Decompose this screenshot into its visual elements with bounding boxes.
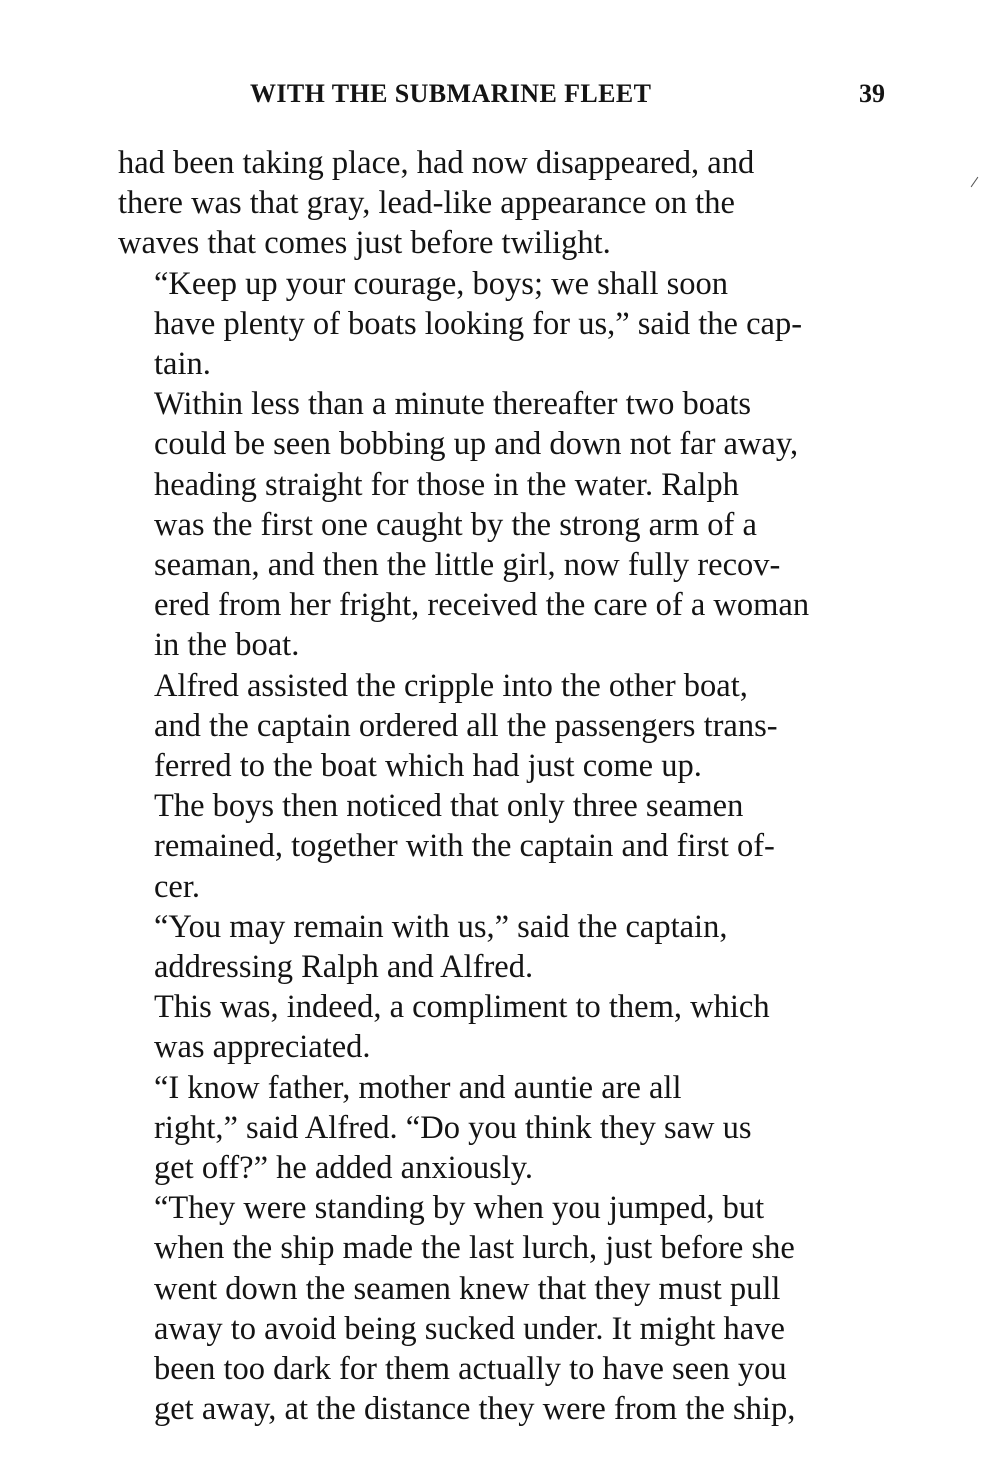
text-line: ferred to the boat which had just come up.	[154, 748, 702, 785]
text-line: “Keep up your courage, boys; we shall soon	[154, 265, 729, 302]
paragraph	[118, 264, 885, 385]
page-header	[118, 74, 885, 114]
text-line: heading straight for those in the water. Ralph	[154, 466, 739, 503]
stray-mark	[971, 177, 979, 187]
text-line: have plenty of boats looking for us,” said the cap-	[154, 305, 803, 342]
text-line: had been taking place, had now disappeared, and	[118, 145, 755, 181]
text-line: “They were standing by when you jumped, but	[154, 1190, 765, 1227]
text-line: “You may remain with us,” said the captain,	[154, 908, 728, 945]
paragraph	[118, 1188, 885, 1429]
text-line: Within less than a minute thereafter two boats	[154, 386, 752, 423]
text-line: Alfred assisted the cripple into the other boat,	[154, 667, 748, 704]
text-line: away to avoid being sucked under. It might have	[154, 1310, 785, 1347]
text-line: right,” said Alfred. “Do you think they saw us	[154, 1109, 752, 1146]
paragraph	[118, 987, 885, 1067]
text-line: ered from her fright, received the care of a woman	[154, 587, 810, 624]
body-text	[118, 143, 885, 1430]
paragraph	[118, 143, 885, 264]
paragraph	[118, 907, 885, 987]
text-line: get off?” he added anxiously.	[154, 1150, 534, 1187]
text-line: addressing Ralph and Alfred.	[154, 949, 534, 986]
text-line: The boys then noticed that only three seamen	[154, 788, 744, 825]
text-line: “I know father, mother and auntie are all	[154, 1069, 682, 1106]
paragraph	[118, 1068, 885, 1189]
text-line: been too dark for them actually to have seen you	[154, 1351, 787, 1388]
paragraph	[118, 786, 885, 907]
text-line: when the ship made the last lurch, just before she	[154, 1230, 795, 1267]
text-line: cer.	[154, 868, 201, 905]
text-line: waves that comes just before twilight.	[118, 225, 611, 262]
running-title: WITH THE SUBMARINE FLEET	[250, 79, 652, 108]
text-line: there was that gray, lead-like appearance on the	[118, 185, 735, 222]
text-line: This was, indeed, a compliment to them, which	[154, 989, 770, 1026]
text-line: remained, together with the captain and first of-	[154, 828, 775, 865]
text-line: get away, at the distance they were from the ship,	[154, 1391, 796, 1428]
paragraph	[118, 384, 885, 665]
page-number: 39	[859, 79, 885, 108]
text-line: seaman, and then the little girl, now fully recov-	[154, 547, 781, 584]
text-line: went down the seamen knew that they must pull	[154, 1270, 781, 1307]
text-line: tain.	[154, 346, 211, 383]
text-line: and the captain ordered all the passengers trans-	[154, 707, 778, 744]
text-line: was the first one caught by the strong arm of a	[154, 506, 757, 543]
text-line: could be seen bobbing up and down not far away,	[154, 426, 799, 463]
paragraph	[118, 666, 885, 787]
text-line: in the boat.	[154, 627, 300, 664]
text-line: was appreciated.	[154, 1029, 371, 1066]
